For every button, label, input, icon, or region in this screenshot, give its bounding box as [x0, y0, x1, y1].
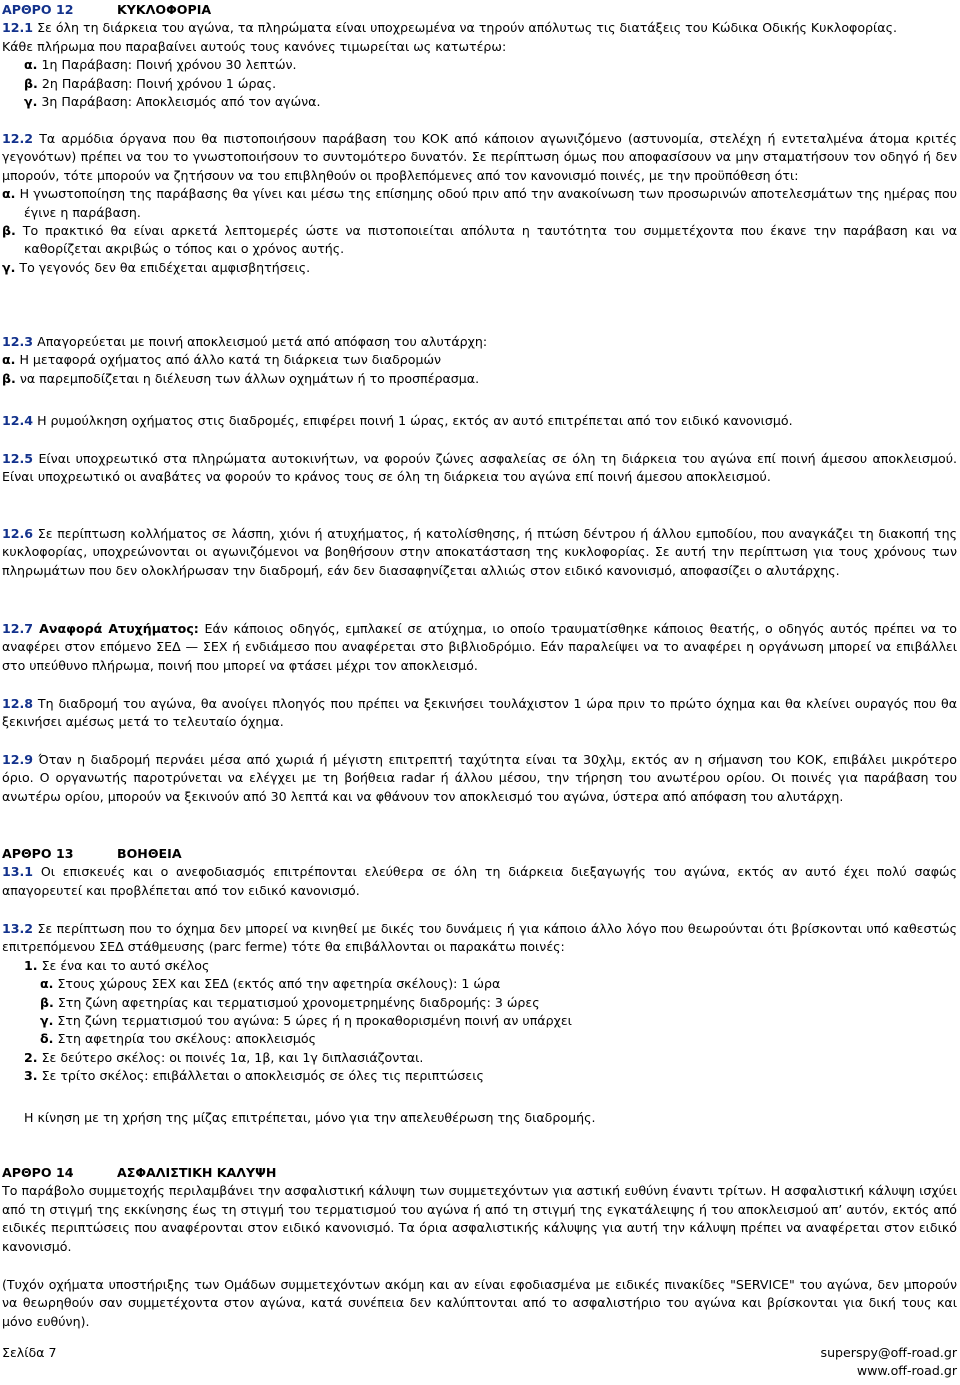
list-item: α. Η μεταφορά οχήματος από άλλο κατά τη διάρκεια των διαδρομών — [2, 352, 442, 368]
footer-email-link[interactable]: superspy@off-road.gr — [820, 1345, 957, 1360]
list-item: β. Στη ζώνη αφετηρίας και τερματισμού χρονομετρημένης διαδρομής: 3 ώρες — [40, 994, 540, 1010]
list-item: β. 2η Παράβαση: Ποινή χρόνου 1 ώρας. — [24, 75, 277, 91]
list-item: α. Η γνωστοποίηση της παράβασης θα γίνει και μέσω της επίσημης οδού πριν από την ανακοίνωση των προσωρινών αποτελεσμάτων της ημέρας που έγινε η παράβαση. — [2, 186, 957, 220]
section-12-6: 12.6 Σε περίπτωση κολλήματος σε λάσπη, χιόνι ή ατυχήματος, ή κατολίσθησης, ή πτώση δέντρου ή άλλου εμποδίου, που αναγκάζει τη διακοπή της κυκλοφορίας, υποχρεώνονται οι αγωνιζόμενοι να βοηθήσουν στην αποκατάσταση της κυκλοφορίας. Σε αυτή την περίπτωση για τους χρόνους των πληρωμάτων που δεν ολοκλήρωσαν την διαδρομή, εάν δεν διασαφηνίζεται αλλιώς στον ειδικό κανονισμό, αποφασίζει ο αλυτάρχης. — [2, 526, 957, 578]
article-14 — [2, 1164, 957, 1256]
section-12-7: 12.7 Αναφορά Ατυχήματος: Εάν κάποιος οδηγός, εμπλακεί σε ατύχημα, ιο οποίο τραυματίσθηκε κάποιος θεατής, ο οδηγός αυτός πρέπει να το αναφέρει στον επόμενο ΣΕΔ — ΣΕΧ ή ενδιάμεσο που αναφέρεται στο βιβλιοδρόμιο. Εάν παραλείψει να το αναφέρει η οργάνωση μπορεί να επιβάλλει στο υπεύθυνο πλήρωμα, ποινή που μπορεί να φτάσει μέχρι τον αποκλεισμό. — [2, 621, 958, 673]
section-12-5: 12.5 Είναι υποχρεωτικό στα πληρώματα αυτοκινήτων, να φορούν ζώνες ασφαλείας σε όλη τη διάρκεια του αγώνα επί ποινή άμεσου αποκλεισμού. Είναι υποχρεωτικό οι αναβάτες να φορούν το κράνος τους σε όλη τη διάρκεια του αγώνα επί ποινή άμεσου αποκλεισμού. — [2, 451, 957, 485]
list-item: γ. Στη ζώνη τερματισμού του αγώνα: 5 ώρες ή η προκαθορισμένη ποινή αν υπάρχει — [40, 1013, 572, 1029]
section-12-3: 12.3 Απαγορεύεται με ποινή αποκλεισμού μετά από απόφαση του αλυτάρχη: α. Η μεταφορά οχήματος από άλλο κατά τη διάρκεια των διαδρομών β. να παρεμποδίζεται η διέλευση των άλλων οχημάτων ή το προσπέρασμα. — [2, 333, 957, 388]
section-12-1: 12.1 Σε όλη τη διάρκεια του αγώνα, τα πληρώματα είναι υποχρεωμένα να τηρούν απόλυτως τις διατάξεις του Κώδικα Οδικής Κυκλοφορίας. — [2, 20, 898, 36]
list-item: 3. Σε τρίτο σκέλος: επιβάλλεται ο αποκλεισμός σε όλες τις περιπτώσεις — [24, 1068, 484, 1084]
list-item: 1. Σε ένα και το αυτό σκέλος — [24, 957, 210, 973]
list-item: β. Το πρακτικό θα είναι αρκετά λεπτομερές ώστε να πιστοποιείται απόλυτα η ταυτότητα του συμμετέχοντα που έκανε την παράβαση και να καθορίζεται ακριβώς ο τόπος και ο χρόνος αυτής. — [2, 223, 957, 257]
footer-site-link[interactable]: www.off-road.gr — [856, 1363, 957, 1379]
article-12 — [2, 1, 957, 111]
section-12-8: 12.8 Τη διαδρομή του αγώνα, θα ανοίγει πλοηγός που πρέπει να ξεκινήσει τουλάχιστον 1 ώρα πριν το πρώτο όχημα και θα κλείνει ουραγός που θα ξεκινήσει αμέσως μετά το τελευταίο όχημα. — [2, 696, 957, 730]
list-item: γ. Το γεγονός δεν θα επιδέχεται αμφισβητήσεις. — [2, 259, 311, 275]
section-13-2-closing: Η κίνηση με τη χρήση της μίζας επιτρέπεται, μόνο για την απελευθέρωση της διαδρομής. — [24, 1110, 596, 1125]
section-13-1: 13.1 Οι επισκευές και ο ανεφοδιασμός επιτρέπονται ελεύθερα σε όλη τη διάρκεια διεξαγωγής του αγώνα, εκτός αν αυτό έχει πολύ σαφώς απαγορευτεί και προβλέπεται από τον ειδικό κανονισμό. — [2, 864, 957, 898]
list-item: δ. Στη αφετηρία του σκέλους: αποκλεισμός — [40, 1031, 316, 1047]
article-14-note: (Τυχόν οχήματα υποστήριξης των Ομάδων συμμετεχόντων ακόμη και αν είναι εφοδιασμένα με ειδικές πινακίδες "SERVICE" του αγώνα, δεν μπορούν να θεωρηθούν σαν συμμετέχοντα στον αγώνα, κατά συνέπεια δεν καλύπτονται από το ασφαλιστήριο του αγώνα και βρίσκονται για δική τους και μόνο ευθύνη). — [2, 1277, 957, 1329]
list-item: γ. 3η Παράβαση: Αποκλεισμός από τον αγώνα. — [24, 94, 321, 110]
article-14-paragraph: Το παράβολο συμμετοχής περιλαμβάνει την ασφαλιστική κάλυψη των συμμετεχόντων για αστική ευθύνη έναντι τρίτων. Η ασφαλιστική κάλυψη ισχύει από τη στιγμή της εκκίνησης έως τη στιγμή του τερματισμού του αγώνα ή από τη στιγμή της εγκατάλειψης ή του αποκλεισμού απ’ αυτόν, εκτός από ειδικές περιπτώσεις που αναφέρονται στον ειδικό κανονισμό. Τα όρια ασφαλιστικής κάλυψης για αυτή την κάλυψη πρέπει να αναφέρεται στον ειδικό κανονισμό. — [2, 1183, 957, 1254]
list-item: 2. Σε δεύτερο σκέλος: οι ποινές 1α, 1β, και 1γ διπλασιάζονται. — [24, 1049, 424, 1065]
page-number: Σελίδα 7 — [2, 1345, 57, 1360]
section-12-1-intro: Κάθε πλήρωμα που παραβαίνει αυτούς τους κανόνες τιμωρείται ως κατωτέρω: — [2, 38, 507, 54]
list-item: α. Στους χώρους ΣΕΧ και ΣΕΔ (εκτός από την αφετηρία σκέλους): 1 ώρα — [40, 976, 501, 992]
section-12-2: 12.2 Τα αρμόδια όργανα που θα πιστοποιήσουν παράβαση του ΚΟΚ από κάποιον αγωνιζόμενο (αστυνομία, στελέχη ή εντεταλμένα άτομα κριτές γεγονότων) πρέπει να του το γνωστοποιήσουν το συντομότερο δυνατόν. Σε περίπτωση όμως που αποφασίσουν να μην σταματήσουν τον οδηγό ή δεν μπορούν, τότε μπορούν να ζητήσουν να του επιβληθούν οι προβλεπόμενες από τον κανονισμό ποινές, με την προϋπόθεση ότι: α. Η γνωστοποίηση της παράβασης θα γίνει και μέσω της επίσημης οδού πριν από την ανακοίνωση των προσωρινών αποτελεσμάτων της ημέρας που έγινε η παράβαση. β. Το πρακτικό θα είναι αρκετά λεπτομερές ώστε να πιστοποιείται απόλυτα η ταυτότητα του συμμετέχοντα που έκανε την παράβαση και να καθορίζεται ακριβώς ο τόπος και ο χρόνος αυτής. γ. Το γεγονός δεν θα επιδέχεται αμφισβητήσεις. — [2, 130, 957, 277]
section-13-2: 13.2 Σε περίπτωση που το όχημα δεν μπορεί να κινηθεί με δικές του δυνάμεις ή για κάποιο άλλο λόγο που θεωρούνται ότι βρίσκονται υπό καθεστώς επιτρεπόμενου ΣΕΔ στάθμευσης (parc ferme) τότε θα επιβάλλονται οι παρακάτω ποινές: 1. Σε ένα και το αυτό σκέλος α. Στους χώρους ΣΕΧ και ΣΕΔ (εκτός από την αφετηρία σκέλους): 1 ώρα β. Στη ζώνη αφετηρίας και τερματισμού χρονομετρημένης διαδρομής: 3 ώρες γ. Στη ζώνη τερματισμού του αγώνα: 5 ώρες ή η προκαθορισμένη ποινή αν υπάρχει δ. Στη αφετηρία του σκέλους: αποκλεισμός 2. Σε δεύτερο σκέλος: οι ποινές 1α, 1β, και 1γ διπλασιάζονται. 3. Σε τρίτο σκέλος: επιβάλλεται ο αποκλεισμός σε όλες τις περιπτώσεις — [2, 920, 957, 1086]
article-14-heading: ΑΡΘΡΟ 14 ΑΣΦΑΛΙΣΤΙΚΗ ΚΑΛΥΨΗ — [2, 1165, 277, 1180]
article-13 — [2, 845, 957, 900]
article-13-heading: ΑΡΘΡΟ 13 ΒΟΗΘΕΙΑ — [2, 846, 182, 861]
section-12-9: 12.9 Όταν η διαδρομή περνάει μέσα από χωριά ή μέγιστη επιτρεπτή ταχύτητα είναι τα 30χλμ, εκτός αν η σήμανση του ΚΟΚ, επιβάλει μικρότερο όριο. Ο οργανωτής παροτρύνεται να ελέγχει με τη βοήθεια radar ή άλλου μέσου, την τήρηση του ανωτέρου ορίου. Οι ποινές για παράβαση του ανωτέρω ορίου, μπορούν να ξεκινούν από 30 λεπτά και να φθάνουν τον αποκλεισμό του αγώνα, ύστερα από απόφαση του αλυτάρχη. — [2, 752, 957, 804]
list-item: β. να παρεμποδίζεται η διέλευση των άλλων οχημάτων ή το προσπέρασμα. — [2, 370, 480, 386]
section-12-4: 12.4 Η ρυμούλκηση οχήματος στις διαδρομές, επιφέρει ποινή 1 ώρας, εκτός αν αυτό επιτρέπεται από τον ειδικό κανονισμό. — [2, 413, 793, 428]
article-12-heading: ΑΡΘΡΟ 12 ΚΥΚΛΟΦΟΡΙΑ — [2, 2, 212, 17]
page-footer — [2, 1344, 957, 1382]
list-item: α. 1η Παράβαση: Ποινή χρόνου 30 λεπτών. — [24, 57, 297, 73]
